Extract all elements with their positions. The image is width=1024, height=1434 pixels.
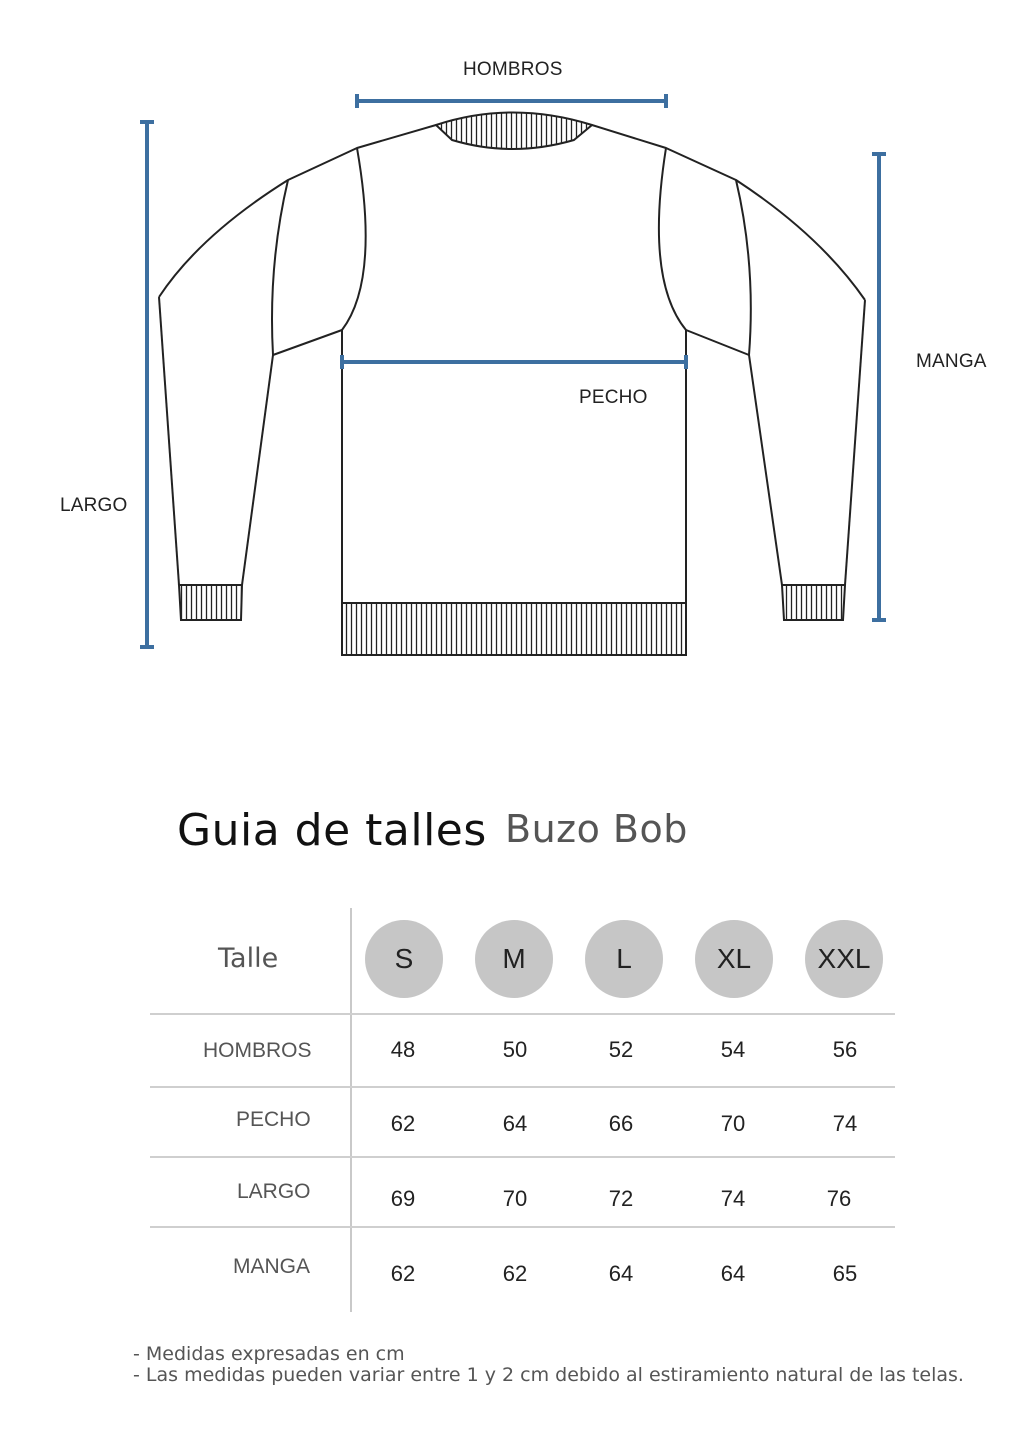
note-units: - Medidas expresadas en cm <box>133 1343 405 1365</box>
note-variation: - Las medidas pueden variar entre 1 y 2 cm debido al estiramiento natural de las telas. <box>133 1364 964 1386</box>
table-cell: 64 <box>502 1111 528 1136</box>
table-cell: 50 <box>502 1037 528 1062</box>
size-badge-l: L <box>585 920 663 998</box>
waist-hem <box>342 603 686 655</box>
row-label-hombros: HOMBROS <box>203 1039 312 1062</box>
table-divider <box>150 1013 895 1015</box>
table-cell: 56 <box>832 1037 858 1062</box>
table-cell: 74 <box>720 1186 746 1211</box>
measure-hombros-bar <box>357 94 666 108</box>
table-header-talle: Talle <box>218 943 279 974</box>
table-cell: 76 <box>826 1186 852 1211</box>
product-name: Buzo Bob <box>505 807 688 851</box>
label-manga: MANGA <box>916 351 987 372</box>
row-label-manga: MANGA <box>233 1255 311 1278</box>
table-cell: 64 <box>608 1261 634 1286</box>
sweater-diagram <box>0 0 1024 700</box>
table-cell: 52 <box>608 1037 634 1062</box>
measure-manga-bar <box>872 154 886 620</box>
table-cell: 66 <box>608 1111 634 1136</box>
right-cuff <box>782 585 845 620</box>
table-cell: 62 <box>390 1111 416 1136</box>
label-largo: LARGO <box>60 495 128 516</box>
row-label-pecho: PECHO <box>236 1108 311 1131</box>
label-pecho: PECHO <box>579 387 648 408</box>
table-cell: 74 <box>832 1111 858 1136</box>
measure-pecho-bar <box>342 355 686 369</box>
table-divider <box>150 1156 895 1158</box>
page-title: Guia de talles <box>177 805 487 856</box>
sweater-outline <box>159 113 865 604</box>
table-cell: 64 <box>720 1261 746 1286</box>
table-cell: 72 <box>608 1186 634 1211</box>
label-hombros: HOMBROS <box>463 59 563 80</box>
row-label-largo: LARGO <box>237 1180 311 1203</box>
table-cell: 70 <box>720 1111 746 1136</box>
table-divider <box>150 1226 895 1228</box>
size-badge-xxl: XXL <box>805 920 883 998</box>
table-cell: 48 <box>390 1037 416 1062</box>
table-cell: 62 <box>502 1261 528 1286</box>
left-cuff <box>179 585 242 620</box>
table-cell: 65 <box>832 1261 858 1286</box>
measure-largo-bar <box>140 122 154 647</box>
table-cell: 54 <box>720 1037 746 1062</box>
size-badge-xl: XL <box>695 920 773 998</box>
table-cell: 62 <box>390 1261 416 1286</box>
size-badge-m: M <box>475 920 553 998</box>
size-badge-s: S <box>365 920 443 998</box>
table-divider-vertical <box>350 908 352 1312</box>
table-divider <box>150 1086 895 1088</box>
table-cell: 69 <box>390 1186 416 1211</box>
table-cell: 70 <box>502 1186 528 1211</box>
